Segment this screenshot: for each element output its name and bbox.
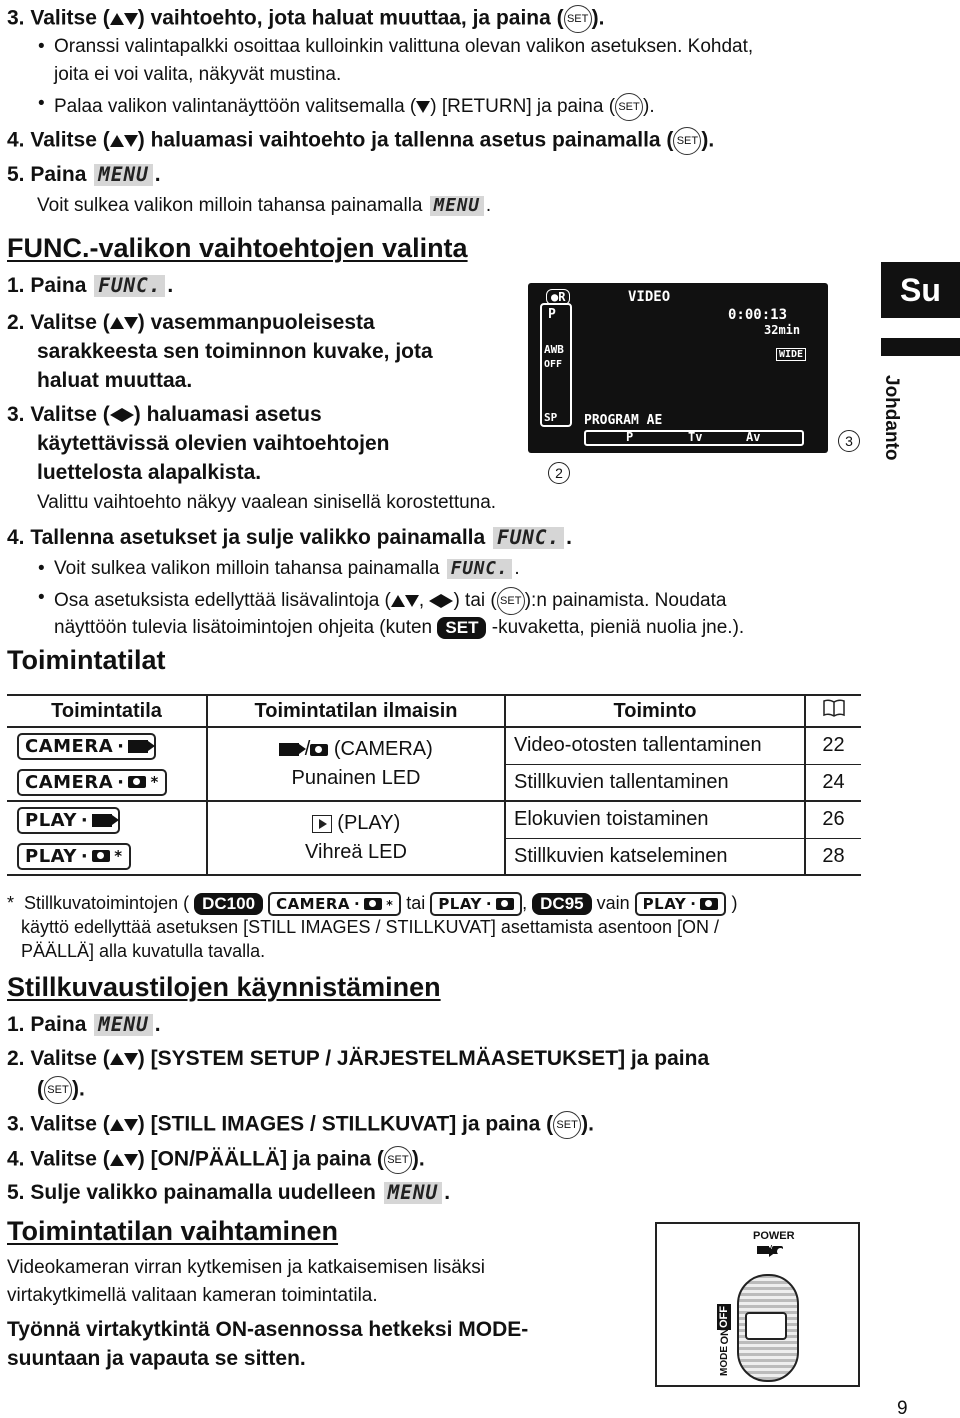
up-arrow-icon	[110, 1119, 124, 1131]
photo-camera-icon	[310, 744, 328, 756]
still-step-3: 3. Valitse ( ) [STILL IMAGES / STILLKUVAT] ja paina ( SET ).	[7, 1111, 594, 1139]
set-icon: SET	[437, 617, 486, 639]
func-bullet-extra-cont: näyttöön tulevia lisätoimintojen ohjeita (kuten SET -kuvaketta, pieniä nuolia jne.).	[54, 617, 745, 638]
col-header-page	[805, 695, 861, 727]
mode-badge: PLAY · *	[17, 843, 131, 870]
table-row	[7, 727, 861, 764]
mode-label: MODE	[719, 1346, 730, 1376]
up-arrow-icon	[110, 317, 124, 329]
dc100-badge: DC100	[194, 893, 263, 915]
down-arrow-icon	[124, 1119, 138, 1131]
video-camera-icon	[757, 1246, 769, 1254]
on-label: ON	[719, 1328, 731, 1345]
menu-key: MENU	[430, 196, 484, 216]
func-key: FUNC.	[493, 527, 564, 549]
func-step-3-note: Valittu vaihtoehto näkyy vaalean sinisellä korostettuna.	[37, 492, 497, 513]
func-bullet-close: • Voit sulkea valikon milloin tahansa painamalla FUNC. .	[54, 558, 520, 580]
section-label: Johdanto	[881, 375, 902, 461]
power-mode-icons	[757, 1244, 783, 1256]
page-cell: 28	[805, 838, 861, 875]
switch-para-2: virtakytkimellä valitaan kameran toimintatila.	[7, 1285, 378, 1306]
left-arrow-icon	[429, 594, 441, 608]
footnote-line-3: PÄÄLLÄ] alla kuvatulla tavalla.	[21, 941, 266, 961]
page-number: 9	[897, 1398, 908, 1418]
menu-key: MENU	[94, 1014, 153, 1036]
down-arrow-icon	[124, 1053, 138, 1065]
func-step-1: 1. Paina FUNC. .	[7, 274, 174, 297]
language-tab: Su	[881, 262, 960, 318]
func-bullet-extra: • Osa asetuksista edellyttää lisävalintoja ( , ) tai ( SET ):n painamista. Noudata	[54, 587, 726, 615]
still-step-5: 5. Sulje valikko painamalla uudelleen MENU .	[7, 1181, 451, 1204]
up-arrow-icon	[110, 1053, 124, 1065]
left-arrow-icon	[110, 408, 122, 422]
video-camera-icon	[279, 743, 299, 756]
func-section-heading: FUNC.-valikon vaihtoehtojen valinta	[7, 233, 468, 263]
video-camera-icon	[128, 740, 148, 753]
up-arrow-icon	[110, 13, 124, 25]
down-arrow-icon	[124, 135, 138, 147]
power-lever	[745, 1312, 787, 1340]
photo-camera-icon	[772, 1246, 783, 1254]
callout-3: 3	[838, 430, 860, 452]
col-header-indicator: Toimintatilan ilmaisin	[207, 695, 505, 727]
right-arrow-icon	[441, 594, 453, 608]
mode-badge: CAMERA ·	[17, 733, 156, 760]
photo-camera-icon	[496, 898, 514, 910]
switch-instruction-1: Työnnä virtakytkintä ON-asennossa hetkeksi MODE-	[7, 1318, 529, 1341]
func-key: FUNC.	[94, 275, 165, 297]
page-cell: 26	[805, 801, 861, 838]
menu-key: MENU	[94, 164, 153, 186]
play-photo-badge: PLAY ·	[430, 892, 522, 916]
down-arrow-icon	[405, 595, 419, 607]
right-arrow-icon	[122, 408, 134, 422]
photo-camera-icon	[700, 898, 718, 910]
still-step-4: 4. Valitse ( ) [ON/PÄÄLLÄ] ja paina ( SET ).	[7, 1146, 425, 1174]
step-4-save-setting: 4. Valitse ( ) haluamasi vaihtoehto ja tallenna asetus painamalla ( SET ).	[7, 127, 714, 155]
set-button-icon: SET	[497, 587, 525, 615]
power-switch-illustration	[655, 1222, 860, 1387]
play-icon	[312, 815, 332, 833]
still-step-1: 1. Paina MENU .	[7, 1013, 161, 1036]
switch-heading: Toimintatilan vaihtaminen	[7, 1216, 339, 1246]
off-label: OFF	[718, 1306, 730, 1328]
photo-camera-icon	[364, 898, 382, 910]
dc95-badge: DC95	[532, 893, 591, 915]
function-cell: Elokuvien toistaminen	[505, 801, 805, 838]
photo-camera-icon	[92, 850, 110, 862]
down-arrow-icon	[124, 1154, 138, 1166]
still-step-2: 2. Valitse ( ) [SYSTEM SETUP / JÄRJESTELMÄASETUKSET] ja paina	[7, 1047, 710, 1070]
play-photo-badge: PLAY ·	[635, 892, 727, 916]
func-step-3: 3. Valitse ( ) haluamasi asetus käytettävissä olevien vaihtoehtojen luettelosta alapalkista.	[7, 403, 390, 484]
callout-2: 2	[548, 462, 570, 484]
camera-photo-badge: CAMERA · *	[268, 892, 401, 916]
bullet-orange-bar-cont: joita ei voi valita, näkyvät mustina.	[54, 64, 342, 85]
step-3-select-option: 3. Valitse ( ) vaihtoehto, jota haluat muuttaa, ja paina ( SET ).	[7, 5, 604, 33]
still-heading: Stillkuvaustilojen käynnistäminen	[7, 972, 441, 1002]
up-arrow-icon	[110, 135, 124, 147]
set-button-icon: SET	[384, 1146, 412, 1174]
down-arrow-icon	[416, 101, 430, 113]
book-icon	[823, 699, 845, 717]
switch-instruction-2: suuntaan ja vapauta se sitten.	[7, 1347, 306, 1370]
footnote-line-2: käyttö edellyttää asetuksen [STILL IMAGES / STILLKUVAT] asettamista asentoon [ON /	[21, 917, 719, 937]
page-cell: 24	[805, 764, 861, 801]
down-arrow-icon	[124, 317, 138, 329]
func-step-2: 2. Valitse ( ) vasemmanpuoleisesta sarakkeesta sen toiminnon kuvake, jota haluat muuttaa.	[7, 311, 433, 392]
func-key: FUNC.	[447, 559, 513, 579]
switch-para-1: Videokameran virran kytkemisen ja katkaisemisen lisäksi	[7, 1257, 486, 1278]
modes-heading: Toimintatilat	[7, 645, 166, 675]
side-divider	[881, 338, 960, 356]
function-cell: Stillkuvien tallentaminen	[505, 764, 805, 801]
mode-badge: CAMERA · *	[17, 769, 167, 796]
menu-key: MENU	[384, 1182, 443, 1204]
func-step-4: 4. Tallenna asetukset ja sulje valikko painamalla FUNC. .	[7, 526, 573, 549]
footnote-line-1: * Stillkuvatoimintojen ( DC100 CAMERA · * tai PLAY · , DC95 vain PLAY · )	[7, 892, 737, 916]
power-label: POWER	[753, 1230, 795, 1242]
down-arrow-icon	[124, 13, 138, 25]
function-cell: Stillkuvien katseleminen	[505, 838, 805, 875]
col-header-function: Toiminto	[505, 695, 805, 727]
set-button-icon: SET	[615, 93, 643, 121]
page-cell: 22	[805, 727, 861, 764]
photo-camera-icon	[128, 776, 146, 788]
mode-badge: PLAY ·	[17, 807, 120, 834]
bullet-orange-bar: • Oranssi valintapalkki osoittaa kulloinkin valittuna olevan valikon asetuksen. Kohdat,	[54, 36, 753, 58]
indicator-play: (PLAY) Vihreä LED	[207, 801, 505, 875]
modes-table	[7, 694, 861, 876]
up-arrow-icon	[391, 595, 405, 607]
set-button-icon: SET	[673, 127, 701, 155]
set-button-icon: SET	[44, 1076, 72, 1104]
still-step-2-cont: ( SET ).	[37, 1076, 85, 1104]
up-arrow-icon	[110, 1154, 124, 1166]
indicator-camera: / (CAMERA) Punainen LED	[207, 727, 505, 801]
step-5-note: Voit sulkea valikon milloin tahansa painamalla MENU .	[37, 195, 492, 216]
bullet-return: • Palaa valikon valintanäyttöön valitsemalla ( ) [RETURN] ja paina ( SET ).	[54, 93, 655, 121]
table-row	[7, 801, 861, 838]
col-header-mode: Toimintatila	[7, 695, 207, 727]
function-cell: Video-otosten tallentaminen	[505, 727, 805, 764]
set-button-icon: SET	[564, 5, 592, 33]
step-5-press-menu: 5. Paina MENU .	[7, 163, 161, 186]
set-button-icon: SET	[553, 1111, 581, 1139]
video-camera-icon	[92, 814, 112, 827]
func-menu-screen-illustration: ●R VIDEO 0:00:13 32min WIDE P AWB OFF SP PROGRAM AE P Tv Av	[528, 283, 828, 453]
